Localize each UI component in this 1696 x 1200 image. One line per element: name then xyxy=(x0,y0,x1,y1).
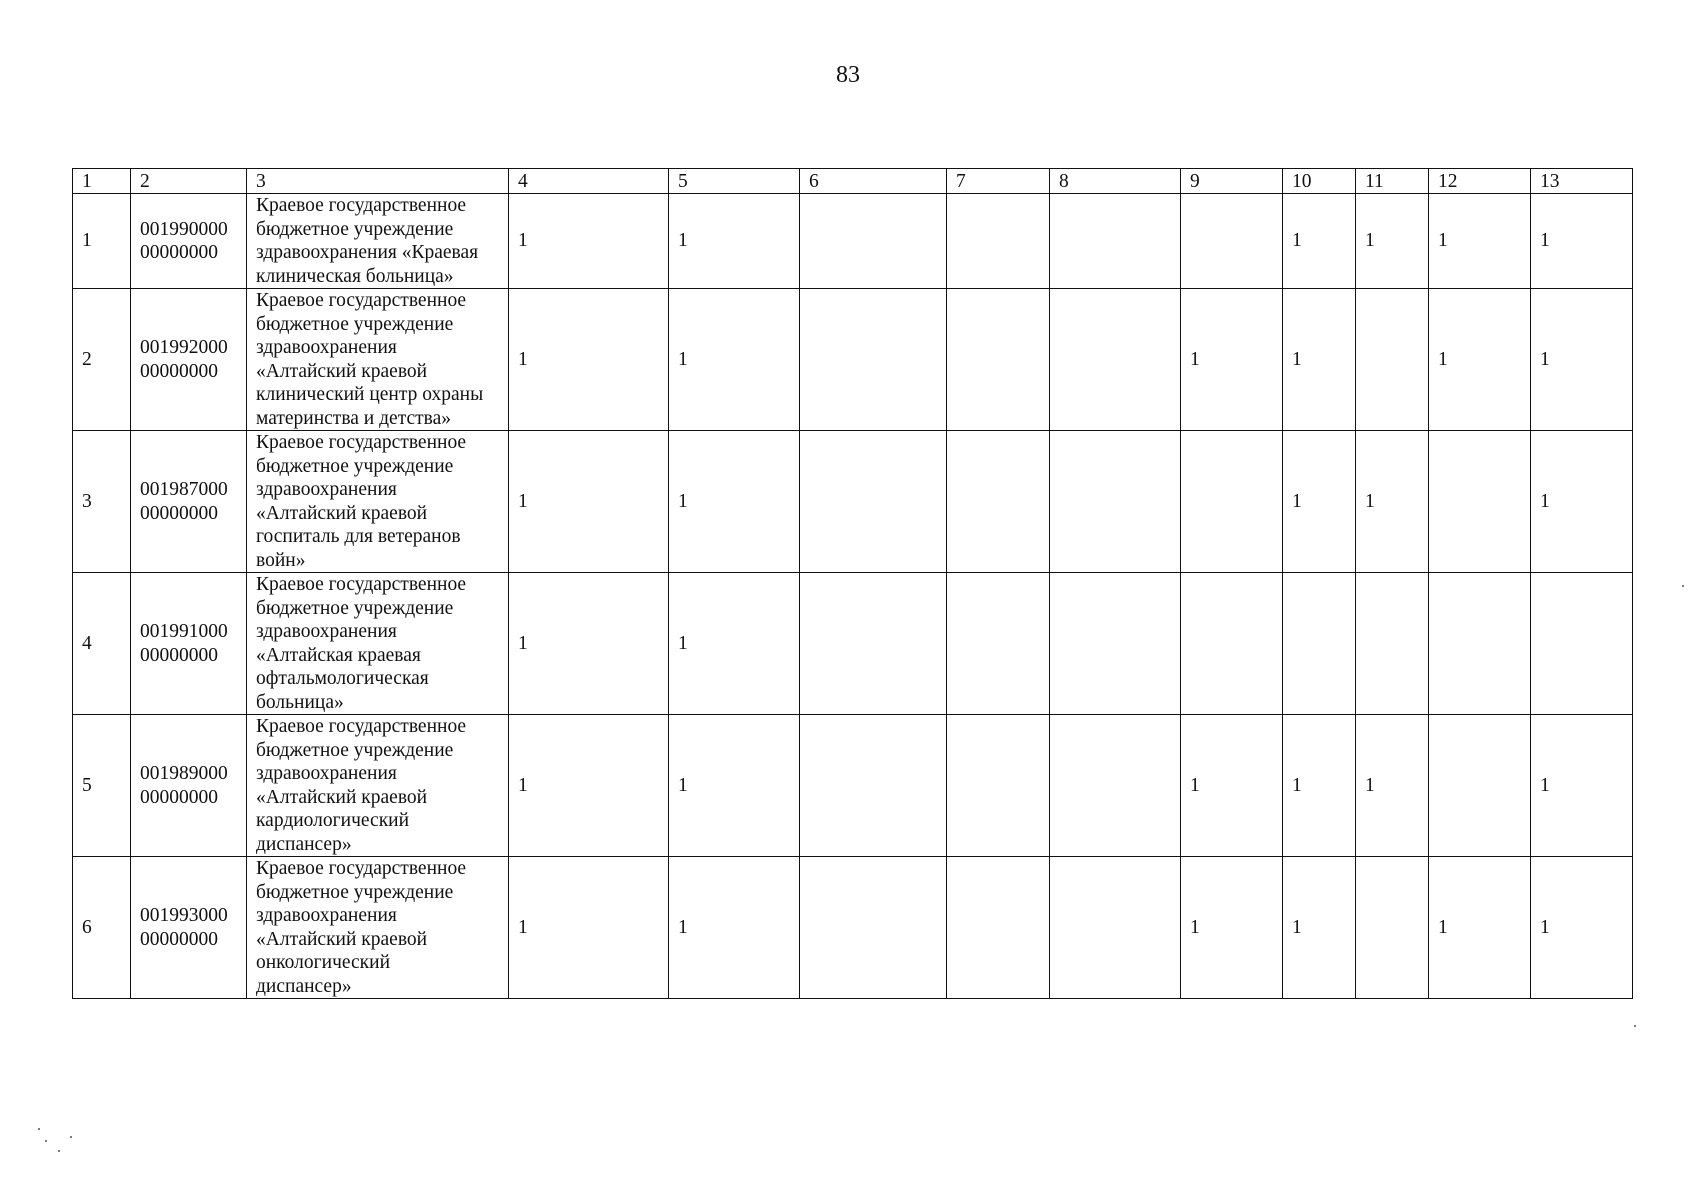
institution-code-line: 00000000 xyxy=(140,786,218,808)
value-cell: 1 xyxy=(669,715,800,857)
institution-name-cell xyxy=(247,857,509,999)
column-header: 13 xyxy=(1531,169,1633,194)
institution-name-line: диспансер» xyxy=(256,833,352,855)
value-cell: 1 xyxy=(1283,715,1356,857)
value-cell xyxy=(1429,431,1531,573)
value-cell xyxy=(800,857,947,999)
institution-name-line: «Алтайский краевой xyxy=(256,786,428,808)
institution-name-line: «Алтайский краевой xyxy=(256,360,428,382)
page-number: 83 xyxy=(836,62,860,88)
institution-name-line: кардиологический xyxy=(256,810,410,831)
value-cell: 1 xyxy=(669,573,800,715)
institution-name-cell xyxy=(247,715,509,857)
scan-speck xyxy=(38,1128,40,1130)
column-header: 4 xyxy=(509,169,669,194)
institution-code-line: 001987000 xyxy=(140,479,228,500)
value-cell: 1 xyxy=(1283,194,1356,289)
value-cell: 1 xyxy=(1356,715,1429,857)
institution-name-line: бюджетное учреждение xyxy=(256,313,454,335)
value-cell: 1 xyxy=(1531,194,1633,289)
institution-name-line: бюджетное учреждение xyxy=(256,597,454,619)
value-cell xyxy=(1050,289,1181,431)
column-header: 12 xyxy=(1429,169,1531,194)
scan-speck xyxy=(1682,585,1684,587)
column-header: 11 xyxy=(1356,169,1429,194)
value-cell: 1 xyxy=(509,431,669,573)
row-number: 1 xyxy=(73,194,131,289)
institution-name-cell xyxy=(247,289,509,431)
table-row xyxy=(73,194,1633,289)
institution-name-line: «Алтайский краевой xyxy=(256,928,428,950)
institution-name-line: больница» xyxy=(256,691,344,713)
institution-name-cell xyxy=(247,431,509,573)
table-row xyxy=(73,289,1633,431)
scan-speck xyxy=(58,1150,60,1152)
value-cell xyxy=(1356,573,1429,715)
value-cell: 1 xyxy=(1356,194,1429,289)
institution-code-line: 00000000 xyxy=(140,242,218,263)
value-cell: 1 xyxy=(509,715,669,857)
value-cell: 1 xyxy=(1531,857,1633,999)
institution-name-line: «Алтайская краевая xyxy=(256,644,421,666)
institution-code-line: 00000000 xyxy=(140,644,218,666)
institution-code-line: 001991000 xyxy=(140,621,228,642)
row-number: 3 xyxy=(73,431,131,573)
institution-code-line: 00000000 xyxy=(140,928,218,950)
institution-name-line: онкологический xyxy=(256,952,391,973)
value-cell xyxy=(947,194,1050,289)
value-cell xyxy=(1531,573,1633,715)
value-cell: 1 xyxy=(509,857,669,999)
value-cell: 1 xyxy=(1531,289,1633,431)
value-cell xyxy=(1283,573,1356,715)
value-cell: 1 xyxy=(1429,289,1531,431)
scan-speck xyxy=(45,1140,47,1142)
institution-name-line: Краевое государственное xyxy=(256,574,467,595)
row-number: 5 xyxy=(73,715,131,857)
value-cell: 1 xyxy=(1429,857,1531,999)
institution-code-cell xyxy=(131,289,247,431)
institution-name-line: Краевое государственное xyxy=(256,432,467,453)
institution-name-line: Краевое государственное xyxy=(256,290,467,311)
column-header: 8 xyxy=(1050,169,1181,194)
value-cell: 1 xyxy=(1531,431,1633,573)
institution-name-line: клиническая больница» xyxy=(256,265,454,287)
value-cell: 1 xyxy=(669,431,800,573)
institution-name-line: здравоохранения xyxy=(256,763,397,784)
institution-name-line: офтальмологическая xyxy=(256,668,429,689)
institution-name-line: бюджетное учреждение xyxy=(256,881,454,903)
value-cell xyxy=(1050,573,1181,715)
column-header: 5 xyxy=(669,169,800,194)
column-header: 3 xyxy=(247,169,509,194)
value-cell: 1 xyxy=(1181,289,1283,431)
value-cell xyxy=(947,857,1050,999)
column-header: 7 xyxy=(947,169,1050,194)
value-cell xyxy=(947,573,1050,715)
value-cell: 1 xyxy=(669,289,800,431)
value-cell: 1 xyxy=(1181,715,1283,857)
column-header: 6 xyxy=(800,169,947,194)
value-cell xyxy=(1429,573,1531,715)
scan-speck xyxy=(1634,1025,1636,1027)
value-cell xyxy=(1050,857,1181,999)
institution-code-line: 001989000 xyxy=(140,763,228,784)
value-cell: 1 xyxy=(669,857,800,999)
value-cell xyxy=(947,715,1050,857)
header-row xyxy=(73,169,1633,194)
institution-name-line: здравоохранения xyxy=(256,479,397,500)
value-cell xyxy=(1050,431,1181,573)
institution-name-line: Краевое государственное xyxy=(256,716,467,737)
table-row xyxy=(73,573,1633,715)
row-number: 2 xyxy=(73,289,131,431)
value-cell: 1 xyxy=(669,194,800,289)
institution-name-line: здравоохранения xyxy=(256,337,397,358)
column-header: 10 xyxy=(1283,169,1356,194)
value-cell xyxy=(800,289,947,431)
value-cell: 1 xyxy=(1283,289,1356,431)
value-cell xyxy=(1181,194,1283,289)
value-cell xyxy=(800,194,947,289)
value-cell xyxy=(1356,289,1429,431)
institution-name-line: «Алтайский краевой xyxy=(256,502,428,524)
value-cell xyxy=(800,715,947,857)
institutions-table xyxy=(72,168,1633,999)
institution-name-line: войн» xyxy=(256,549,306,571)
value-cell xyxy=(1181,431,1283,573)
institution-name-line: диспансер» xyxy=(256,975,352,997)
value-cell: 1 xyxy=(1531,715,1633,857)
institution-name-cell xyxy=(247,194,509,289)
value-cell xyxy=(947,289,1050,431)
column-header: 1 xyxy=(73,169,131,194)
institution-name-line: бюджетное учреждение xyxy=(256,455,454,477)
value-cell: 1 xyxy=(1356,431,1429,573)
institution-code-cell xyxy=(131,431,247,573)
institution-code-line: 001993000 xyxy=(140,905,228,926)
institution-name-line: здравоохранения xyxy=(256,621,397,642)
institution-name-line: клинический центр охраны xyxy=(256,384,484,405)
institution-code-line: 001990000 xyxy=(140,218,228,240)
institution-code-cell xyxy=(131,573,247,715)
institution-code-line: 00000000 xyxy=(140,360,218,382)
row-number: 6 xyxy=(73,857,131,999)
institution-name-line: здравоохранения xyxy=(256,905,397,926)
institution-code-cell xyxy=(131,857,247,999)
table-row xyxy=(73,431,1633,573)
row-number: 4 xyxy=(73,573,131,715)
institution-name-line: госпиталь для ветеранов xyxy=(256,526,461,547)
institution-name-line: Краевое государственное xyxy=(256,858,467,879)
value-cell: 1 xyxy=(1283,857,1356,999)
table-row xyxy=(73,857,1633,999)
institution-name-line: здравоохранения «Краевая xyxy=(256,242,479,263)
institution-code-line: 00000000 xyxy=(140,502,218,524)
table-row xyxy=(73,715,1633,857)
institution-code-cell xyxy=(131,715,247,857)
value-cell: 1 xyxy=(509,573,669,715)
value-cell xyxy=(800,431,947,573)
value-cell xyxy=(800,573,947,715)
value-cell: 1 xyxy=(1181,857,1283,999)
institution-name-line: материнства и детства» xyxy=(256,407,451,429)
value-cell: 1 xyxy=(509,289,669,431)
value-cell xyxy=(1050,715,1181,857)
scan-speck xyxy=(70,1136,72,1138)
column-header: 2 xyxy=(131,169,247,194)
institution-name-line: бюджетное учреждение xyxy=(256,739,454,761)
column-header: 9 xyxy=(1181,169,1283,194)
value-cell xyxy=(1429,715,1531,857)
value-cell: 1 xyxy=(1429,194,1531,289)
institution-name-line: Краевое государственное xyxy=(256,195,467,216)
institution-code-line: 001992000 xyxy=(140,337,228,358)
value-cell xyxy=(1181,573,1283,715)
value-cell: 1 xyxy=(509,194,669,289)
value-cell xyxy=(1356,857,1429,999)
institution-name-cell xyxy=(247,573,509,715)
value-cell: 1 xyxy=(1283,431,1356,573)
institution-name-line: бюджетное учреждение xyxy=(256,218,454,240)
value-cell xyxy=(947,431,1050,573)
institution-code-cell xyxy=(131,194,247,289)
value-cell xyxy=(1050,194,1181,289)
